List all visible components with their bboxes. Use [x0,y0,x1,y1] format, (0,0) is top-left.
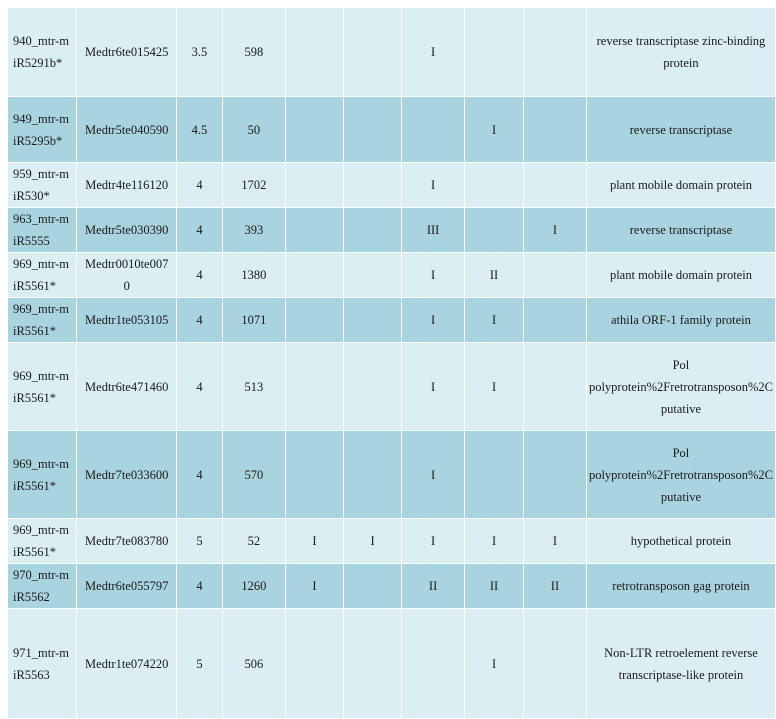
description-cell [586,208,775,253]
mirna-cell-text: 970_mtr-miR5562 [13,568,69,604]
gene-id-cell [77,298,177,343]
count-cell [222,298,285,343]
class-cell-4 [465,343,524,431]
class-cell-1 [285,97,343,163]
gene-id-cell-text: Medtr1te074220 [85,656,169,671]
class-cell-3 [402,8,465,97]
score-cell [177,97,222,163]
class-cell-5 [524,343,587,431]
class-cell-5 [524,609,587,719]
mirna-cell [8,163,77,208]
count-cell-text: 570 [244,467,264,482]
table-row [8,298,776,343]
score-cell [177,519,222,564]
score-cell-text: 4 [196,223,203,237]
class-cell-5-text: I [552,534,558,548]
class-cell-4 [465,253,524,298]
class-cell-4 [465,298,524,343]
score-cell [177,8,222,97]
description-cell [586,163,775,208]
count-cell-text: 50 [247,122,261,137]
gene-id-cell-text: Medtr7te033600 [85,467,169,482]
description-cell-text: retrotransposon gag protein [612,579,750,593]
class-cell-2 [344,8,402,97]
count-cell [222,208,285,253]
class-cell-2 [344,208,402,253]
table-row [8,609,776,719]
score-cell-text: 4 [196,579,203,593]
class-cell-4 [465,208,524,253]
class-cell-4 [465,163,524,208]
class-cell-4-text: I [491,313,497,327]
class-cell-3-text: I [430,379,436,394]
class-cell-2 [344,343,402,431]
count-cell-text: 1380 [241,268,267,282]
class-cell-1 [285,208,343,253]
table-row [8,163,776,208]
class-cell-2 [344,298,402,343]
score-cell [177,163,222,208]
score-cell-text: 5 [196,534,203,548]
description-cell [586,253,775,298]
count-cell-text: 1260 [241,579,267,593]
gene-id-cell-text: Medtr6te015425 [85,45,169,59]
class-cell-3 [402,431,465,519]
mirna-cell [8,609,77,719]
gene-id-cell [77,253,177,298]
count-cell [222,8,285,97]
class-cell-1 [285,298,343,343]
score-cell [177,431,222,519]
score-cell-text: 3.5 [191,45,208,59]
class-cell-1 [285,163,343,208]
description-cell [586,519,775,564]
class-cell-1 [285,609,343,719]
description-cell-text: plant mobile domain protein [609,178,752,192]
description-cell [586,97,775,163]
class-cell-5 [524,564,587,609]
class-cell-1-text: I [312,579,317,593]
class-cell-3-text: I [430,534,436,548]
class-cell-5 [524,253,587,298]
gene-id-cell [77,431,177,519]
class-cell-3 [402,343,465,431]
class-cell-3 [402,163,465,208]
description-cell [586,343,775,431]
count-cell-text: 1702 [241,178,267,192]
table-body [8,8,776,719]
class-cell-4 [465,431,524,519]
gene-id-cell [77,97,177,163]
description-cell [586,298,775,343]
class-cell-1 [285,343,343,431]
mirna-cell [8,343,77,431]
score-cell [177,343,222,431]
description-cell-text: plant mobile domain protein [609,268,752,282]
description-cell-text: Non-LTR retroelement reverse transcriptase-like protein [604,645,758,682]
count-cell [222,519,285,564]
class-cell-3-text: I [430,268,436,282]
gene-id-cell-text: Medtr6te055797 [85,579,169,593]
class-cell-2 [344,97,402,163]
gene-id-cell-text: Medtr1te053105 [85,313,169,327]
mirna-cell-text: 969_mtr-miR5561* [13,523,69,559]
gene-id-cell [77,343,177,431]
class-cell-5-text: I [552,223,558,237]
mirna-cell-text: 971_mtr-miR5563 [13,645,69,682]
class-cell-2 [344,564,402,609]
class-cell-5 [524,163,587,208]
count-cell [222,97,285,163]
gene-id-cell [77,519,177,564]
gene-id-cell [77,8,177,97]
class-cell-3 [402,298,465,343]
gene-id-cell-text: Medtr5te030390 [85,223,169,237]
class-cell-4 [465,519,524,564]
class-cell-3 [402,564,465,609]
class-cell-2 [344,519,402,564]
class-cell-5 [524,519,587,564]
table-row [8,343,776,431]
class-cell-5-text: II [550,579,560,593]
mirna-cell [8,564,77,609]
score-cell-text: 4 [196,313,203,327]
description-cell-text: reverse transcriptase [629,223,733,237]
table-row [8,564,776,609]
count-cell [222,431,285,519]
description-cell-text: Pol polyprotein%2Fretrotransposon%2C putative [588,357,773,416]
class-cell-3-text: II [428,579,438,593]
table-row [8,97,776,163]
gene-id-cell-text: Medtr4te116120 [85,178,169,192]
score-cell-text: 5 [196,656,203,671]
score-cell [177,564,222,609]
score-cell-text: 4 [196,379,203,394]
count-cell-text: 598 [244,45,264,59]
description-cell-text: hypothetical protein [630,534,732,548]
class-cell-3 [402,208,465,253]
gene-id-cell [77,208,177,253]
class-cell-4 [465,609,524,719]
count-cell [222,163,285,208]
class-cell-1 [285,431,343,519]
class-cell-3-text: I [430,313,436,327]
mirna-cell [8,97,77,163]
class-cell-4-text: II [489,579,499,593]
description-cell-text: reverse transcriptase zinc-binding protein [596,34,766,70]
gene-id-cell [77,564,177,609]
mirna-target-table [7,7,776,719]
gene-id-cell [77,609,177,719]
class-cell-3 [402,253,465,298]
gene-id-cell-text: Medtr5te040590 [85,122,169,137]
class-cell-4 [465,564,524,609]
class-cell-4-text: I [491,534,497,548]
class-cell-5 [524,208,587,253]
score-cell [177,609,222,719]
mirna-cell [8,208,77,253]
score-cell-text: 4 [196,467,203,482]
class-cell-1 [285,564,343,609]
description-cell-text: athila ORF-1 family protein [611,313,751,327]
mirna-cell-text: 959_mtr-miR530* [13,167,69,203]
mirna-cell-text: 969_mtr-miR5561* [13,302,69,338]
mirna-cell-text: 940_mtr-miR5291b* [13,34,69,70]
class-cell-3-text: I [430,467,436,482]
class-cell-3-text: III [426,223,440,237]
class-cell-4-text: I [491,656,497,671]
count-cell [222,564,285,609]
class-cell-3 [402,519,465,564]
class-cell-1 [285,8,343,97]
mirna-cell-text: 969_mtr-miR5561* [13,456,69,493]
mirna-cell [8,519,77,564]
table-row [8,208,776,253]
class-cell-2 [344,163,402,208]
description-cell [586,8,775,97]
class-cell-2-text: I [370,534,375,548]
class-cell-4-text: I [491,122,497,137]
score-cell [177,208,222,253]
description-cell-text: reverse transcriptase [629,122,733,137]
class-cell-4-text: I [491,379,497,394]
class-cell-5 [524,298,587,343]
class-cell-3 [402,609,465,719]
count-cell-text: 52 [247,534,261,548]
count-cell [222,609,285,719]
class-cell-1 [285,519,343,564]
mirna-cell-text: 963_mtr-miR5555 [13,212,69,248]
description-cell-text: Pol polyprotein%2Fretrotransposon%2C putative [588,445,773,504]
table-row [8,431,776,519]
description-cell [586,609,775,719]
score-cell-text: 4 [196,178,203,192]
class-cell-2 [344,609,402,719]
count-cell-text: 1071 [241,313,267,327]
class-cell-5 [524,8,587,97]
table-row [8,253,776,298]
class-cell-5 [524,431,587,519]
class-cell-4 [465,97,524,163]
mirna-cell [8,8,77,97]
gene-id-cell-text: Medtr7te083780 [85,534,169,548]
count-cell [222,343,285,431]
class-cell-2 [344,253,402,298]
count-cell-text: 513 [244,379,264,394]
class-cell-1-text: I [312,534,317,548]
score-cell [177,298,222,343]
class-cell-1 [285,253,343,298]
score-cell-text: 4.5 [191,122,208,137]
gene-id-cell-text: Medtr6te471460 [85,379,169,394]
class-cell-3 [402,97,465,163]
description-cell [586,564,775,609]
mirna-cell-text: 969_mtr-miR5561* [13,257,69,293]
score-cell-text: 4 [196,268,203,282]
mirna-cell [8,253,77,298]
count-cell [222,253,285,298]
class-cell-3-text: I [430,178,436,192]
class-cell-2 [344,431,402,519]
table-row [8,8,776,97]
mirna-cell [8,431,77,519]
class-cell-5 [524,97,587,163]
gene-id-cell [77,163,177,208]
gene-id-cell-text: Medtr0010te0070 [85,257,169,293]
class-cell-4 [465,8,524,97]
count-cell-text: 393 [244,223,264,237]
table-row [8,519,776,564]
description-cell [586,431,775,519]
mirna-cell [8,298,77,343]
count-cell-text: 506 [244,656,264,671]
class-cell-3-text: I [430,45,436,59]
mirna-cell-text: 969_mtr-miR5561* [13,368,69,405]
mirna-cell-text: 949_mtr-miR5295b* [13,111,69,148]
class-cell-4-text: II [489,268,499,282]
score-cell [177,253,222,298]
